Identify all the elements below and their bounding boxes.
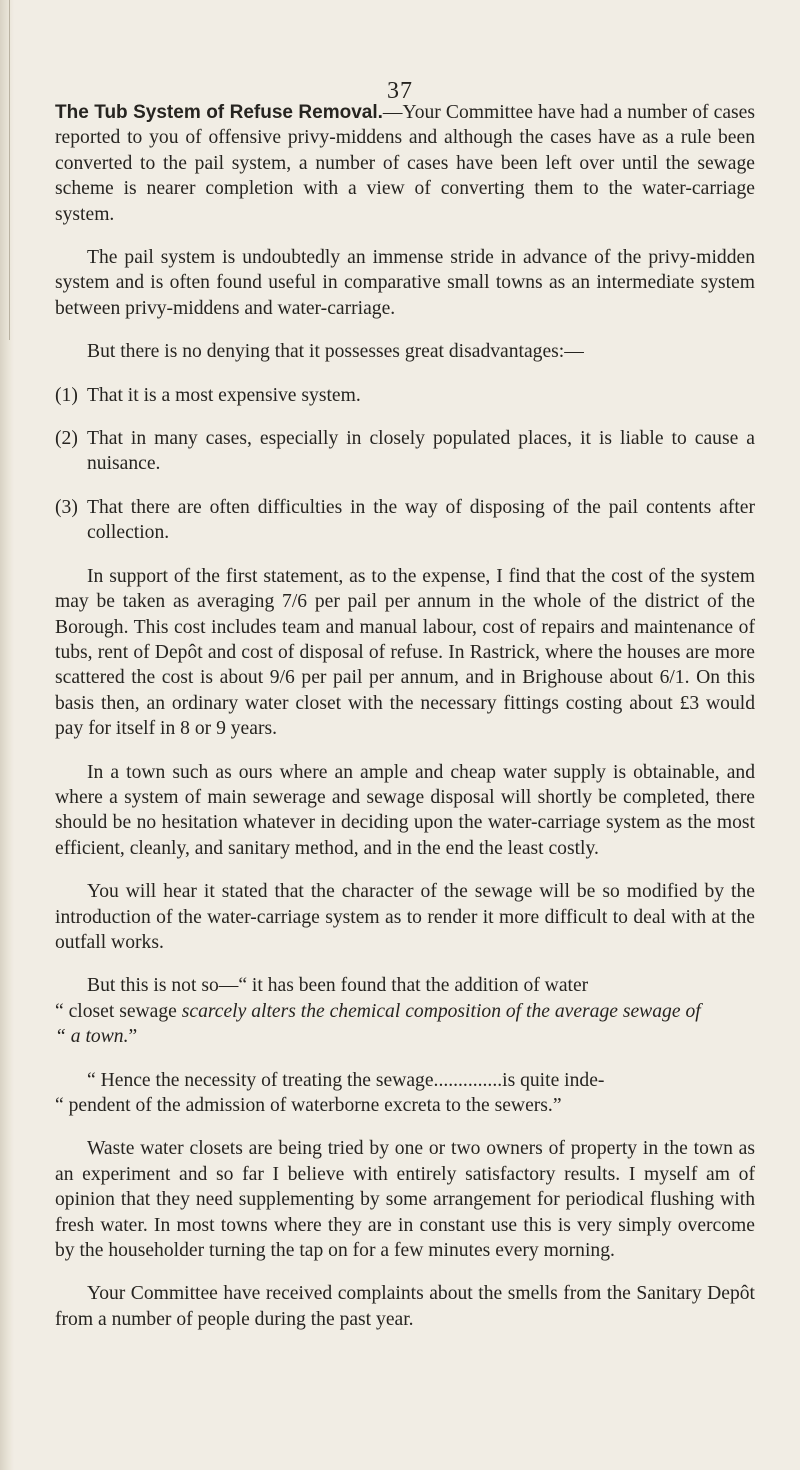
paragraph-sewage-character: You will hear it stated that the character of the sewage will be so modified by the introduction of the water-carriage system as to render it more difficult to deal with at the outfall works. [55, 881, 755, 953]
quote-line: “ Hence the necessity of treating the sewage..............is quite inde- [87, 1069, 605, 1091]
document-body [55, 100, 755, 1332]
quote-treating-sewage [55, 1068, 755, 1119]
paragraph-waste-water-closets: Waste water closets are being tried by one or two owners of property in the town as an experiment and so far I believe with entirely satisfactory results. I myself am of opinion that they need supplementing by some arrangement for periodical flushing with fresh water. In most towns where they are in constant use this is very simply overcome by the householder turning the tap on for a few minutes every morning. [55, 1138, 755, 1262]
page-number: 37 [387, 78, 413, 104]
quote-line: But this is not so—“ it has been found that the addition of water [87, 975, 589, 997]
list-item-disadvantage-2 [55, 426, 755, 477]
list-marker: (2) [55, 428, 78, 450]
list-item-disadvantage-1 [55, 383, 755, 408]
paragraph-sanitary-depot: Your Committee have received complaints about the smells from the Sanitary Depôt from a number of people during the past year. [55, 1283, 755, 1330]
list-item-text: That there are often difficulties in the way of disposing of the pail contents after collection. [87, 496, 755, 544]
quote-line: “ pendent of the admission of waterborne excreta to the sewers.” [55, 1095, 562, 1116]
quote-line [55, 999, 755, 1024]
quote-line-text: “ closet sewage [55, 1000, 182, 1022]
list-marker: (3) [55, 496, 78, 518]
page-edge-shadow [9, 0, 10, 340]
paragraph-water-carriage: In a town such as ours where an ample and cheap water supply is obtainable, and where a system of main sewerage and sewage disposal will shortly be completed, there should be no hesitation whatever in deciding upon the water-carriage system as the most efficient, cleanly, and sanitary method, and in the end the least costly. [55, 761, 755, 859]
paragraph-tub-system [55, 100, 755, 227]
page-binding-edge [0, 0, 14, 1470]
paragraph-pail-system: The pail system is undoubtedly an immense stride in advance of the privy-midden system and is often found useful in comparative small towns as an intermediate system between privy-middens and water-carriage. [55, 247, 755, 319]
section-heading: The Tub System of Refuse Removal. [55, 102, 383, 123]
list-item-text: That in many cases, especially in closely populated places, it is liable to cause a nuisance. [87, 428, 755, 475]
list-item-disadvantage-3 [55, 495, 755, 546]
quote-line-text: ” [128, 1026, 138, 1048]
quote-sewage-composition [55, 973, 755, 1049]
paragraph-disadvantages-intro: But there is no denying that it possesses great disadvantages:— [87, 341, 584, 363]
quote-line-italic: scarcely alters the chemical composition of the average sewage of [181, 1000, 701, 1022]
paragraph-cost-statement: In support of the first statement, as to the expense, I find that the cost of the system may be taken as averaging 7/6 per pail per annum in the whole of the district of the Borough. This cost includes team and manual labour, cost of repairs and maintenance of tubs, rent of Depôt and cost of disposal of refuse. In Rastrick, where the houses are more scattered the cost is about 9/6 per pail per annum, and in Brighouse about 6/1. On this basis then, an ordinary water closet with the necessary fittings costing about £3 would pay for itself in 8 or 9 years. [55, 565, 755, 740]
list-item-text: That it is a most expensive system. [87, 384, 361, 406]
list-marker: (1) [55, 384, 78, 406]
quote-line [55, 1024, 755, 1049]
quote-line-italic: “ a town. [55, 1026, 129, 1048]
section-intro-text: —Your Committee have had a number of cases reported to you of offensive privy-middens and although the cases have as a rule been converted to the pail system, a number of cases have been left over until the sewage scheme is nearer completion with a view of converting them to the water-carriage system. [55, 102, 755, 225]
